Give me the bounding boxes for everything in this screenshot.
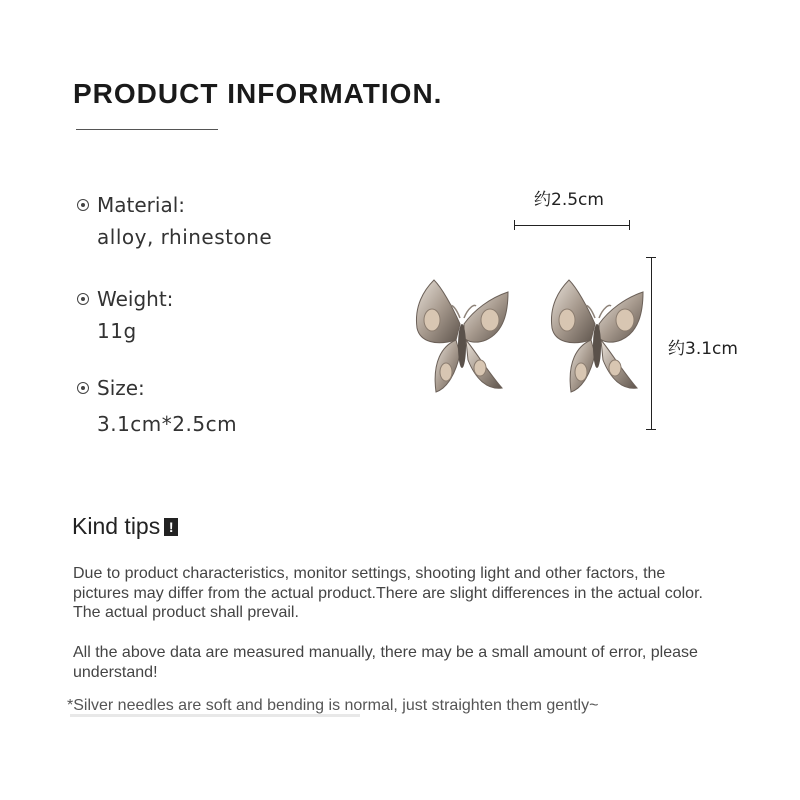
width-dimension-tick: [514, 220, 515, 230]
height-dimension-label: 约3.1cm: [668, 339, 738, 359]
spec-material-value: alloy, rhinestone: [97, 225, 273, 249]
bullet-icon: [77, 382, 89, 394]
spec-weight-value: 11g: [97, 319, 137, 343]
width-dimension-label: 约2.5cm: [534, 190, 604, 210]
height-dimension-line: [651, 257, 652, 429]
spec-material: [77, 193, 272, 249]
kind-tips-title: Kind tips: [72, 513, 161, 539]
width-dimension-line: [514, 225, 630, 226]
bullet-icon: [77, 293, 89, 305]
silver-needle-note: *Silver needles are soft and bending is normal, just straighten them gently~: [67, 697, 599, 714]
tips-paragraph-2: All the above data are measured manually, there may be a small amount of error, please understand!: [73, 644, 698, 681]
kind-tips-heading: [72, 513, 178, 540]
spec-size: [77, 376, 237, 436]
butterfly-earring-right-image: [547, 276, 647, 396]
title-divider: [76, 129, 218, 130]
page-title: PRODUCT INFORMATION.: [73, 78, 443, 109]
spec-material-label: Material:: [97, 193, 185, 217]
tips-paragraph-1: Due to product characteristics, monitor settings, shooting light and other factors, the pictures may differ from the actual product.There are slight differences in the actual color. The actual product shall prevail.: [73, 565, 703, 621]
spec-weight: [77, 287, 173, 343]
butterfly-earring-left-image: [412, 276, 512, 396]
spec-size-label: Size:: [97, 376, 145, 400]
height-dimension-tick: [646, 429, 656, 430]
exclamation-icon: !: [164, 518, 178, 536]
spec-size-value: 3.1cm*2.5cm: [97, 412, 238, 436]
bullet-icon: [77, 199, 89, 211]
height-dimension-tick: [646, 257, 656, 258]
spec-weight-label: Weight:: [97, 287, 174, 311]
width-dimension-tick: [629, 220, 630, 230]
